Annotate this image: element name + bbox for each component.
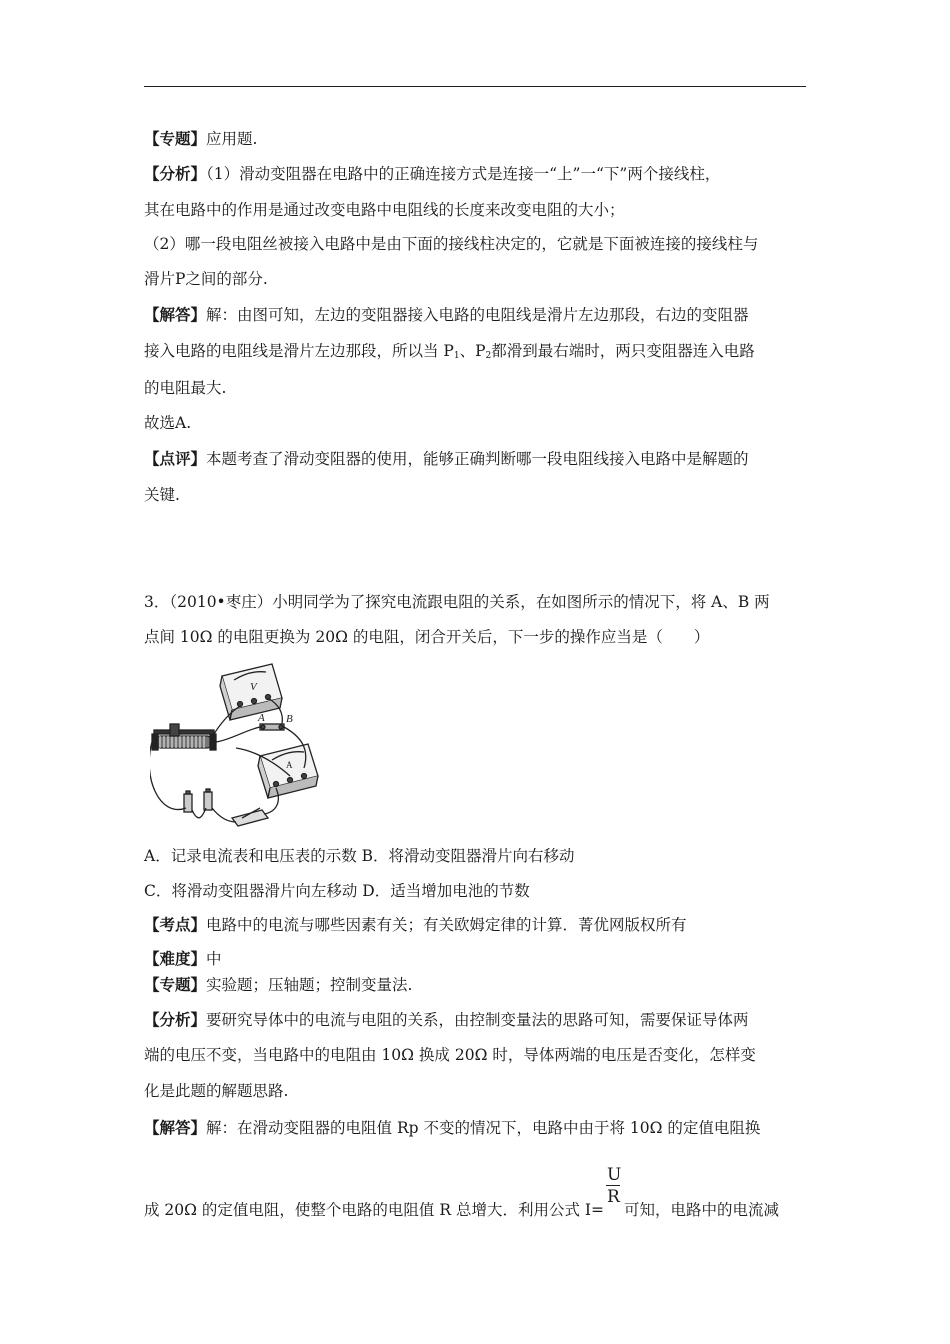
zhuanti-tag-2: 【专题】 [144, 975, 207, 994]
header-rule [144, 86, 806, 87]
jieda-line-1 [144, 305, 749, 325]
dianping-tag: 【点评】 [144, 449, 207, 468]
jieda-text-2a: 接入电路的电阻线是滑片左边那段，所以当 P [144, 342, 454, 360]
subscript-1: 1 [453, 351, 460, 361]
fenxi-tag-2: 【分析】 [144, 1010, 207, 1029]
option-a-b: A．记录电流表和电压表的示数 B．将滑动变阻器滑片向右移动 [144, 847, 575, 865]
ammeter-label: A [286, 760, 293, 770]
point-a-label: A [258, 712, 265, 724]
question-3-line-1: 3．（2010•枣庄）小明同学为了探究电流跟电阻的关系，在如图所示的情况下，将 A、B 两 [144, 593, 770, 611]
rheostat [152, 724, 216, 750]
jieda2-line-1 [144, 1118, 760, 1138]
jieda-tag: 【解答】 [144, 305, 207, 324]
fenxi-line-4: 滑片P之间的部分. [144, 270, 268, 288]
fenxi2-text-1: 要研究导体中的电流与电阻的关系，由控制变量法的思路可知，需要保证导体两 [206, 1011, 749, 1029]
fenxi-tag: 【分析】 [144, 164, 207, 183]
zhuanti-line [144, 129, 257, 149]
fenxi-line-1 [144, 164, 720, 184]
option-c-d: C．将滑动变阻器滑片向左移动 D．适当增加电池的节数 [144, 882, 530, 900]
dianping-line-2: 关键. [144, 486, 180, 504]
jieda2-text-1: 解：在滑动变阻器的电阻值 Rp 不变的情况下，电路中由于将 10Ω 的定值电阻换 [206, 1119, 761, 1137]
nandu-text: 中 [206, 950, 222, 968]
voltmeter-label: V [250, 681, 257, 693]
zhuanti-line-2 [144, 975, 412, 995]
kaodian-text: 电路中的电流与哪些因素有关；有关欧姆定律的计算．菁优网版权所有 [206, 916, 687, 934]
kaodian-line [144, 915, 687, 935]
zhuanti-tag: 【专题】 [144, 129, 207, 148]
fenxi-text-1: （1）滑动变阻器在电路中的正确连接方式是连接一“上”一“下”两个接线柱， [206, 165, 721, 183]
jieda-text-1: 解：由图可知，左边的变阻器接入电路的电阻线是滑片左边那段，右边的变阻器 [206, 306, 749, 324]
fraction-denominator: R [607, 1187, 620, 1207]
resistor-ab [260, 724, 284, 730]
jieda-tag-2: 【解答】 [144, 1118, 207, 1137]
circuit-figure [150, 658, 332, 834]
fenxi2-line-1 [144, 1010, 749, 1030]
guxuan-line: 故选A. [144, 414, 192, 432]
fenxi-line-2: 其在电路中的作用是通过改变电路中电阻线的长度来改变电阻的大小； [144, 201, 625, 219]
kaodian-tag: 【考点】 [144, 915, 207, 934]
nandu-tag: 【难度】 [144, 949, 207, 968]
jieda2-text-2a: 成 20Ω 的定值电阻，使整个电路的电阻值 R 总增大．利用公式 I= [144, 1201, 604, 1219]
jieda-line-2 [144, 341, 755, 366]
dianping-text-1: 本题考查了滑动变阻器的使用，能够正确判断哪一段电阻线接入电路中是解题的 [206, 450, 749, 468]
jieda-line-3: 的电阻最大. [144, 379, 227, 397]
point-b-label: B [286, 713, 293, 725]
formula-fraction [604, 1165, 624, 1215]
batteries [184, 789, 212, 812]
ammeter [258, 744, 318, 798]
switch [232, 808, 268, 826]
dianping-line-1 [144, 449, 749, 469]
fenxi-line-3: （2）哪一段电阻丝被接入电路中是由下面的接线柱决定的，它就是下面被连接的接线柱与 [144, 235, 759, 253]
jieda-text-2b: 、P [459, 342, 486, 360]
fraction-numerator: U [607, 1165, 622, 1185]
jieda2-text-2b: 可知，电路中的电流减 [624, 1201, 780, 1219]
question-3-line-2: 点间 10Ω 的电阻更换为 20Ω 的电阻，闭合开关后，下一步的操作应当是（ ） [144, 628, 710, 646]
fenxi2-line-3: 化是此题的解题思路. [144, 1082, 289, 1100]
jieda-text-2c: 都滑到最右端时，两只变阻器连入电路 [491, 342, 755, 360]
jieda2-line-2 [144, 1165, 780, 1220]
nandu-line [144, 949, 222, 969]
subscript-2: 2 [485, 351, 492, 361]
fraction-bar [606, 1185, 620, 1186]
fenxi2-line-2: 端的电压不变，当电路中的电阻由 10Ω 换成 20Ω 时，导体两端的电压是否变化，怎样变 [144, 1046, 756, 1064]
zhuanti-text-2: 实验题；压轴题；控制变量法. [206, 976, 413, 994]
zhuanti-text: 应用题. [206, 130, 258, 148]
